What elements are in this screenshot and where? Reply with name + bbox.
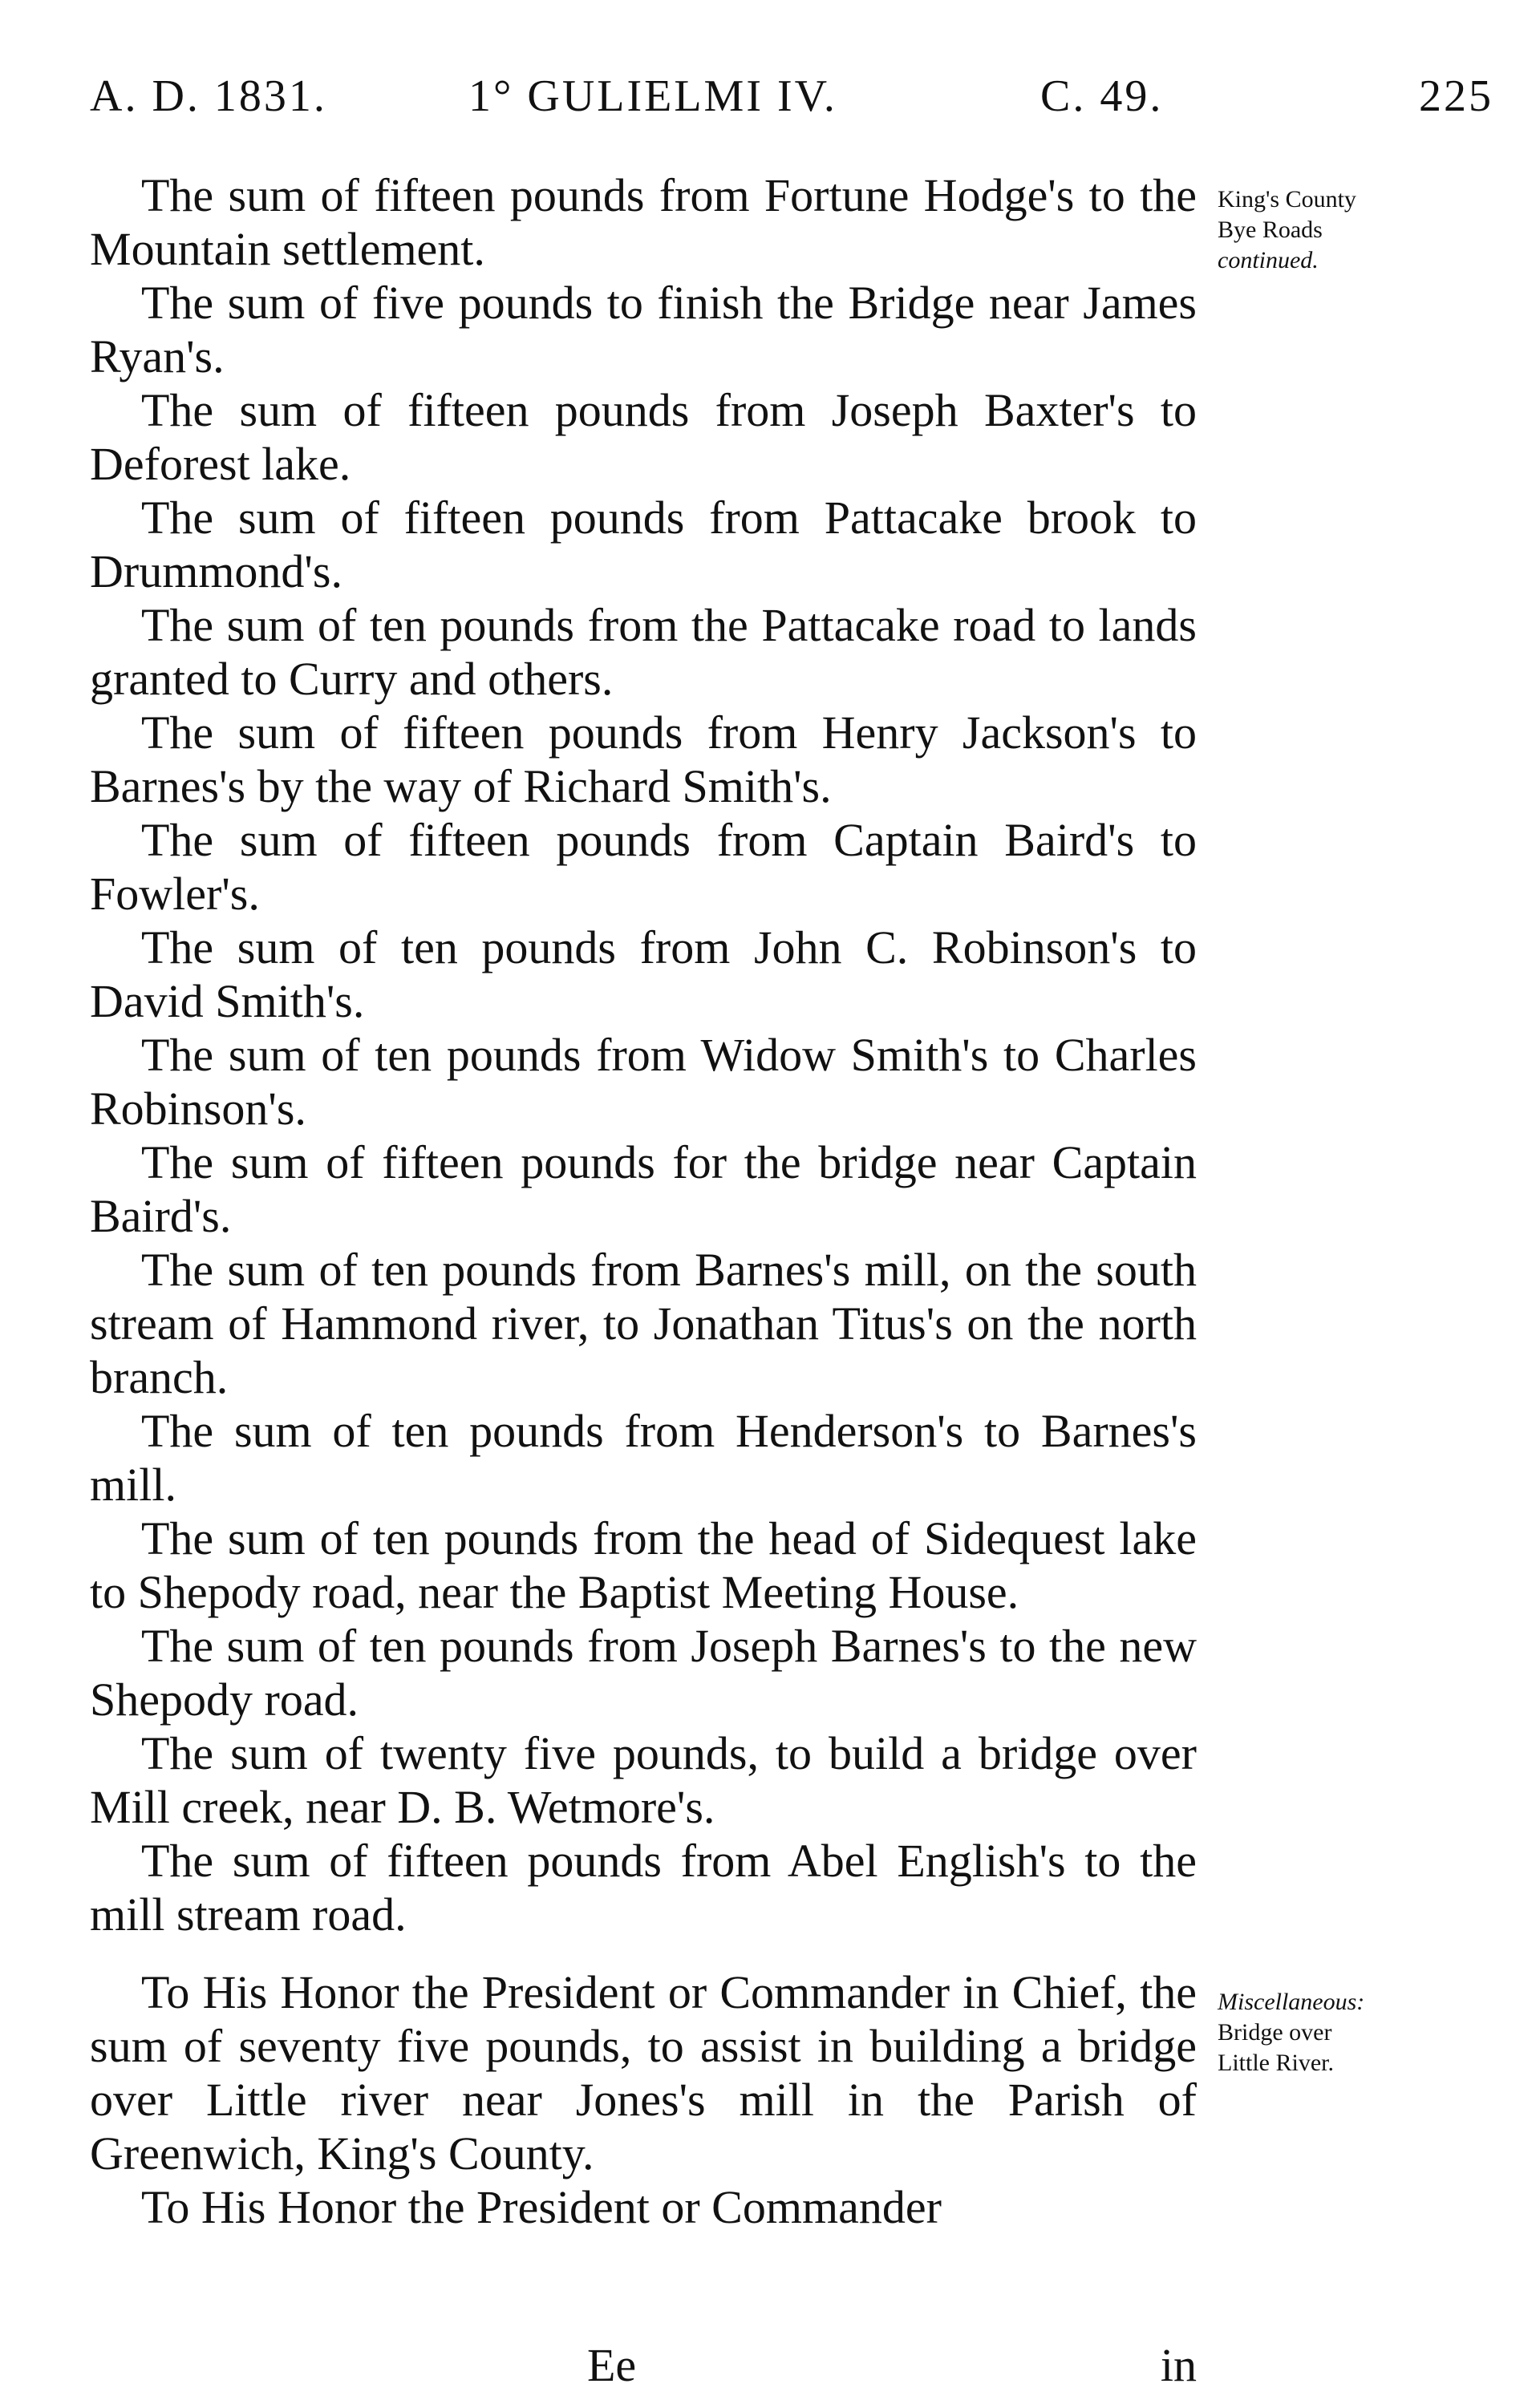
paragraph: The sum of fifteen pounds from Pattacake brook to Drummond's.: [90, 492, 1197, 597]
paragraph: To His Honor the President or Commander: [141, 2181, 942, 2233]
paragraph: The sum of five pounds to finish the Bridge near James Ryan's.: [90, 277, 1197, 382]
paragraph: The sum of fifteen pounds from Fortune Hodge's to the Mountain settlement.: [90, 169, 1197, 275]
paragraph: The sum of ten pounds from Barnes's mill, on the south stream of Hammond river, to Jonathan Titus's on the north branch.: [90, 1244, 1197, 1403]
marginal-note-bye-roads: [1218, 184, 1474, 276]
paragraph: The sum of ten pounds from John C. Robinson's to David Smith's.: [90, 921, 1197, 1027]
paragraph: The sum of fifteen pounds from Captain Baird's to Fowler's.: [90, 814, 1197, 920]
body-text: [90, 168, 1197, 2234]
footer-line: [90, 2338, 1197, 2393]
paragraph: The sum of ten pounds from Widow Smith's to Charles Robinson's.: [90, 1029, 1197, 1135]
marginal-note-line: Bye Roads: [1218, 217, 1323, 243]
header-reign: 1° GULIELMI IV.: [468, 71, 837, 121]
marginal-note-line: Little River.: [1218, 2050, 1334, 2076]
paragraph: To His Honor the President or Commander in Chief, the sum of seventy five pounds, to assist in building a bridge over Little river near Jones's mill in the Parish of Greenwich, King's County.: [90, 1966, 1197, 2179]
paragraph: The sum of fifteen pounds from Abel English's to the mill stream road.: [90, 1835, 1197, 1941]
header-chapter: C. 49.: [1040, 71, 1164, 121]
paragraph: The sum of ten pounds from the Pattacake road to lands granted to Curry and others.: [90, 599, 1197, 705]
marginal-note-heading: Miscellaneous:: [1218, 1989, 1365, 2015]
marginal-note-line: King's County: [1218, 186, 1356, 212]
paragraph: The sum of twenty five pounds, to build a bridge over Mill creek, near D. B. Wetmore's.: [90, 1727, 1197, 1833]
marginal-note-line: Bridge over: [1218, 2019, 1332, 2046]
marginal-note-line: continued.: [1218, 247, 1319, 273]
header-year: A. D. 1831.: [90, 71, 327, 121]
paragraph: The sum of ten pounds from Henderson's to Barnes's mill.: [90, 1405, 1197, 1511]
paragraph: The sum of fifteen pounds from Henry Jackson's to Barnes's by the way of Richard Smith's.: [90, 706, 1197, 812]
paragraph: The sum of ten pounds from Joseph Barnes's to the new Shepody road.: [90, 1620, 1197, 1726]
paragraph: The sum of ten pounds from the head of Sidequest lake to Shepody road, near the Baptist Meeting House.: [90, 1512, 1197, 1618]
paragraph: The sum of fifteen pounds for the bridge near Captain Baird's.: [90, 1136, 1197, 1242]
page-number: 225: [1419, 71, 1493, 121]
catchword: in: [1160, 2339, 1197, 2391]
running-header: [90, 71, 1493, 135]
signature-mark: Ee: [587, 2339, 637, 2391]
paragraph: The sum of fifteen pounds from Joseph Baxter's to Deforest lake.: [90, 384, 1197, 490]
marginal-note-bridge: [1218, 1987, 1474, 2078]
